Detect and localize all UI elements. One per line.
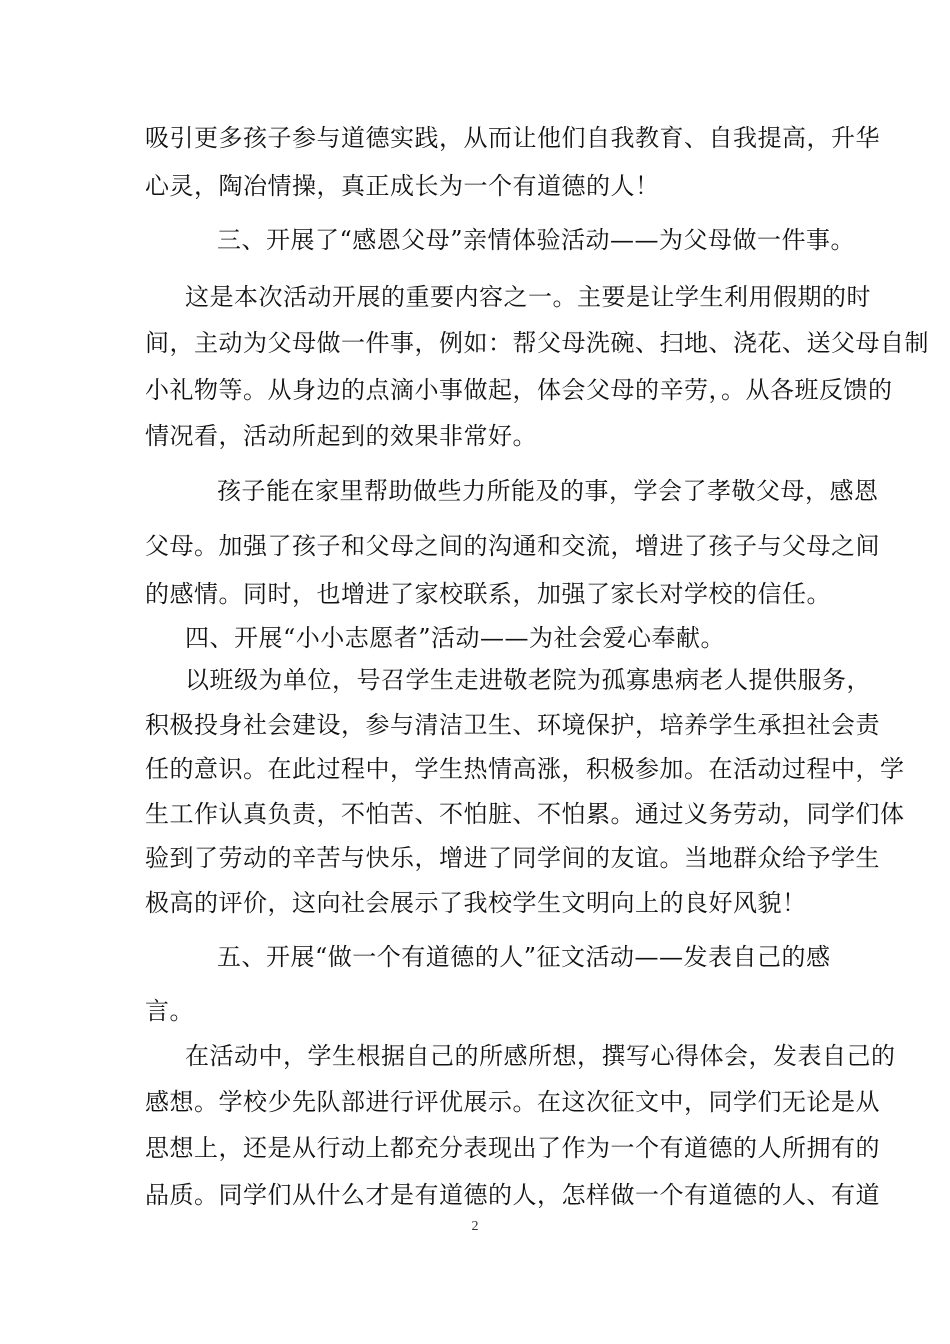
text-line-23: 品质。同学们从什么才是有道德的人，怎样做一个有道德的人、有道: [145, 1181, 880, 1209]
text-line-10: 的感情。同时，也增进了家校联系，加强了家长对学校的信任。: [145, 580, 831, 608]
text-line-21: 感想。学校少先队部进行评优展示。在这次征文中，同学们无论是从: [145, 1088, 880, 1116]
text-line-1: 吸引更多孩子参与道德实践，从而让他们自我教育、自我提高，升华: [145, 124, 880, 152]
text-line-14: 任的意识。在此过程中，学生热情高涨，积极参加。在活动过程中，学: [145, 755, 905, 783]
text-line-4: 这是本次活动开展的重要内容之一。主要是让学生利用假期的时: [185, 283, 871, 311]
section-heading-3: 三、开展了“感恩父母”亲情体验活动——为父母做一件事。: [217, 226, 856, 254]
text-line-15: 生工作认真负责，不怕苦、不怕脏、不怕累。通过义务劳动，同学们体: [145, 800, 905, 828]
text-line-12: 以班级为单位，号召学生走进敬老院为孤寡患病老人提供服务，: [185, 666, 871, 694]
page-number: 2: [471, 1219, 479, 1234]
text-line-6: 小礼物等。从身边的点滴小事做起，体会父母的辛劳，。从各班反馈的: [145, 376, 893, 404]
text-line-5: 间，主动为父母做一件事，例如：帮父母洗碗、扫地、浇花、送父母自制: [145, 329, 929, 357]
section-heading-5: 五、开展“做一个有道德的人”征文活动——发表自己的感: [217, 943, 831, 971]
section-heading-4: 四、开展“小小志愿者”活动——为社会爱心奉献。: [185, 624, 726, 652]
text-line-19: 言。: [145, 997, 194, 1025]
text-line-13: 积极投身社会建设，参与清洁卫生、环境保护，培养学生承担社会责: [145, 711, 880, 739]
text-line-22: 思想上，还是从行动上都充分表现出了作为一个有道德的人所拥有的: [145, 1134, 880, 1162]
text-line-2: 心灵，陶冶情操，真正成长为一个有道德的人！: [145, 172, 660, 200]
text-line-8: 孩子能在家里帮助做些力所能及的事，学会了孝敬父母，感恩: [217, 477, 879, 505]
text-line-17: 极高的评价，这向社会展示了我校学生文明向上的良好风貌！: [145, 889, 807, 917]
text-line-20: 在活动中，学生根据自己的所感所想，撰写心得体会，发表自己的: [185, 1042, 896, 1070]
text-line-9: 父母。加强了孩子和父母之间的沟通和交流，增进了孩子与父母之间: [145, 532, 880, 560]
text-line-16: 验到了劳动的辛苦与快乐，增进了同学间的友谊。当地群众给予学生: [145, 844, 880, 872]
text-line-7: 情况看，活动所起到的效果非常好。: [145, 422, 537, 450]
